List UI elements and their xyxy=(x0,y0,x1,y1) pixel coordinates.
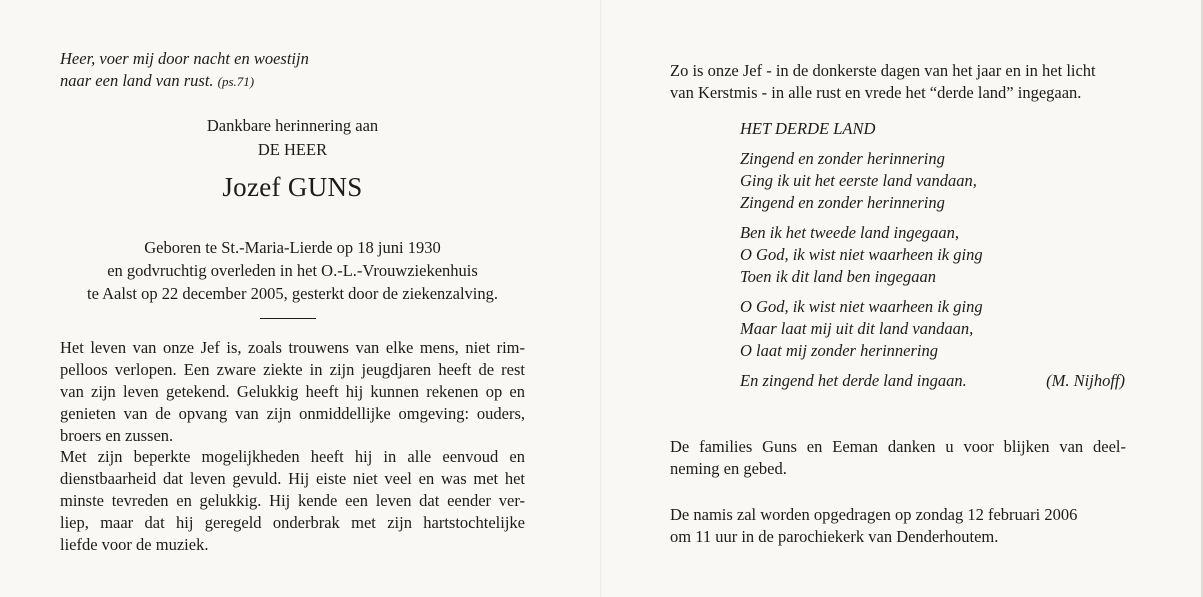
motto-line-1: Heer, voer mij door nacht en woestijn xyxy=(60,49,309,68)
mass-line: De namis zal worden opgedragen op zondag 12 februari 2006 xyxy=(670,505,1078,524)
p2-line: liefde voor de muziek. xyxy=(60,535,209,554)
mass-line: om 11 uur in de parochiekerk van Denderhoutem. xyxy=(670,527,999,546)
p2-line: dienstbaarheid dat leven gevuld. Hij eiste niet veel en was met het xyxy=(60,469,525,488)
passing-line-2: van Kerstmis - in alle rust en vrede het “derde land” ingegaan. xyxy=(670,83,1082,102)
poem-author: (M. Nijhoff) xyxy=(1046,371,1125,390)
poem-line: Maar laat mij uit dit land vandaan, xyxy=(740,319,974,338)
deceased-name: Jozef GUNS xyxy=(222,172,363,202)
thanks-line: De families Guns en Eeman danken u voor blijken van deel- xyxy=(670,437,1126,456)
poem-line: Ging ik uit het eerste land vandaan, xyxy=(740,171,977,190)
birth-line-3: te Aalst op 22 december 2005, gesterkt door de ziekenzalving. xyxy=(87,284,498,303)
p2-line: liep, maar dat hij geregeld onderbrak met zijn hartstochtelijke xyxy=(60,513,525,532)
birth-line-2: en godvruchtig overleden in het O.-L.-Vrouwziekenhuis xyxy=(107,261,478,280)
passing-intro xyxy=(670,60,1130,104)
p1-line: van zijn leven getekend. Gelukkig heeft hij kunnen rekenen op en xyxy=(60,382,525,401)
p1-line: pelloos verlopen. Een zware ziekte in zijn jeugdjaren heeft de rest xyxy=(60,360,525,379)
poem-stanza-3 xyxy=(740,296,1125,362)
p2-line: Met zijn beperkte mogelijkheden heeft hij in alle eenvoud en xyxy=(60,447,525,466)
memorial-mass-notice xyxy=(670,504,1126,548)
poem-line: O laat mij zonder herinnering xyxy=(740,341,938,360)
poem-line: O God, ik wist niet waarheen ik ging xyxy=(740,245,983,264)
poem-line: Toen ik dit land ben ingegaan xyxy=(740,267,937,286)
family-thanks xyxy=(670,436,1126,480)
intro-line-1: Dankbare herinnering aan xyxy=(206,116,379,135)
motto-line-2-text: naar een land van rust. xyxy=(60,71,214,90)
p1-line: Het leven van onze Jef is, zoals trouwens van elke mens, niet rim- xyxy=(60,338,525,357)
p1-line: genieten van de opvang van zijn onmiddellijke omgeving: ouders, xyxy=(60,404,525,423)
card-fold xyxy=(600,0,602,597)
poem-last-line: En zingend het derde land ingaan. xyxy=(740,371,967,390)
life-paragraph-1 xyxy=(60,337,525,447)
poem-stanza-1 xyxy=(740,148,1125,214)
birth-death-details xyxy=(60,236,525,305)
motto-line-2 xyxy=(60,70,309,93)
birth-line-1: Geboren te St.-Maria-Lierde op 18 juni 1930 xyxy=(144,238,441,257)
poem-line: O God, ik wist niet waarheen ik ging xyxy=(740,297,983,316)
thanks-line: neming en gebed. xyxy=(670,459,787,478)
psalm-motto xyxy=(60,48,309,93)
poem-final-line xyxy=(740,370,1125,392)
intro-line-2: DE HEER xyxy=(257,140,328,159)
life-paragraph-2 xyxy=(60,446,525,556)
psalm-reference: (ps.71) xyxy=(217,74,255,89)
poem-title: HET DERDE LAND xyxy=(740,119,876,138)
remembrance-intro xyxy=(60,114,525,162)
passing-line-1: Zo is onze Jef - in de donkerste dagen van het jaar en in het licht xyxy=(670,61,1096,80)
poem-line: Zingend en zonder herinnering xyxy=(740,193,945,212)
poem-line: Zingend en zonder herinnering xyxy=(740,149,945,168)
poem-stanza-2 xyxy=(740,222,1125,288)
poem-line: Ben ik het tweede land ingegaan, xyxy=(740,223,960,242)
p2-line: minste tevreden en gelukkig. Hij kende een leven dat eender ver- xyxy=(60,491,525,510)
poem xyxy=(740,118,1125,392)
divider-rule xyxy=(260,318,316,319)
p1-line: broers en zussen. xyxy=(60,426,174,445)
